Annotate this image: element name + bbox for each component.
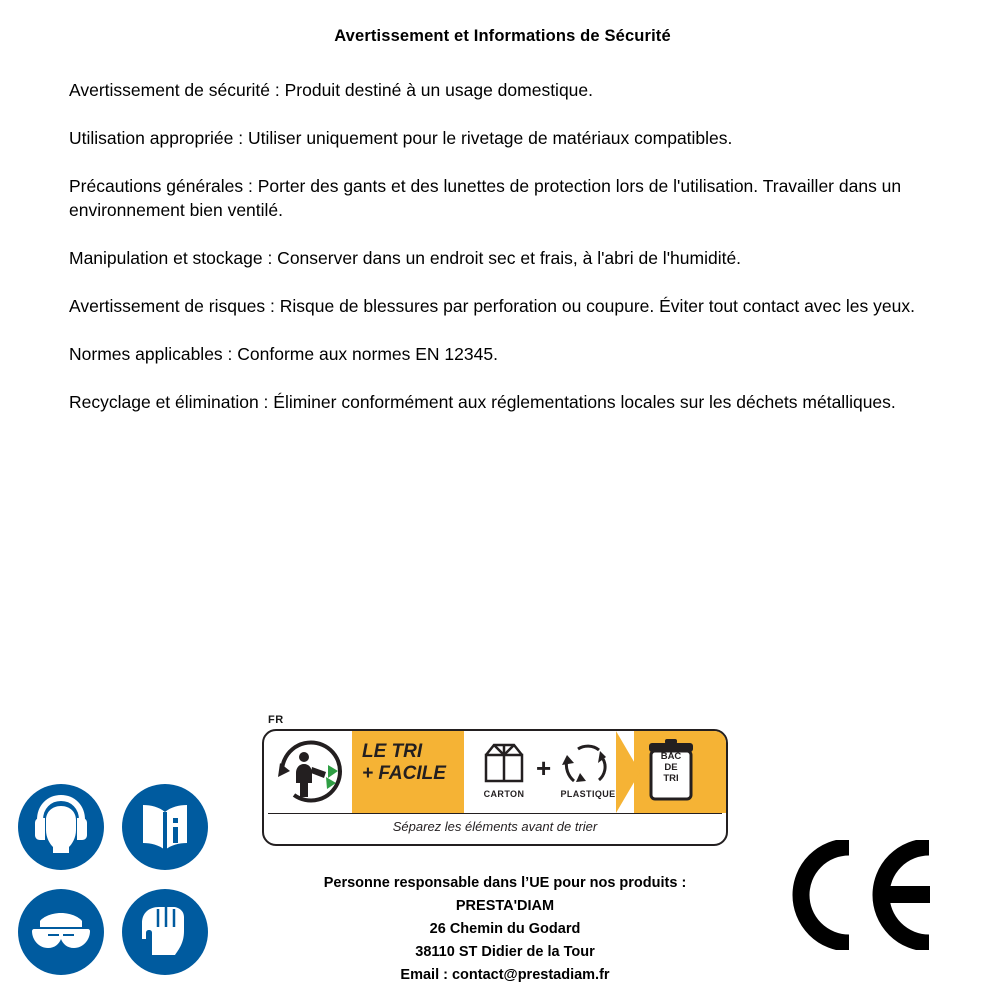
label-footer-note: Séparez les éléments avant de trier (392, 819, 598, 834)
safety-information-body (69, 78, 967, 414)
ear-protection-icon (18, 784, 104, 870)
triman-icon (274, 737, 348, 807)
paragraph-recycling-disposal: Recyclage et élimination : Éliminer conformément aux réglementations locales sur les déchets métalliques. (69, 392, 896, 412)
mandatory-action-pictograms (18, 784, 218, 978)
label-headline (362, 741, 462, 785)
eu-contact-street: 26 Chemin du Godard (429, 921, 581, 937)
paragraph-proper-use: Utilisation appropriée : Utiliser uniquement pour le rivetage de matériaux compatibles. (69, 128, 733, 148)
region-tag: FR (268, 714, 284, 726)
recycle-label-panel (262, 729, 728, 846)
carton-icon (476, 737, 532, 789)
gloves-icon (122, 889, 208, 975)
paragraph-applicable-standards: Normes applicables : Conforme aux normes EN 12345. (69, 344, 498, 364)
paragraph-risk-warning: Avertissement de risques : Risque de blessures par perforation ou coupure. Éviter tout contact avec les yeux. (69, 296, 915, 316)
bin-label-line-2: DE (664, 762, 678, 773)
bin-label-line-1: BAC (660, 751, 682, 762)
headline-line-1: LE TRI (362, 741, 423, 762)
plus-icon: + (536, 753, 552, 783)
arrow-right-icon (616, 731, 640, 813)
read-manual-icon (122, 784, 208, 870)
eu-responsible-person-block (215, 872, 795, 987)
eu-contact-company: PRESTA'DIAM (455, 898, 555, 914)
bin-label (649, 751, 693, 784)
plastic-caption: PLASTIQUE (560, 789, 616, 799)
carton-caption: CARTON (483, 789, 525, 799)
eu-contact-email: Email : contact@prestadiam.fr (400, 967, 610, 983)
label-divider (268, 813, 722, 814)
ce-marking (792, 840, 937, 950)
eu-contact-heading: Personne responsable dans l’UE pour nos produits : (323, 875, 687, 891)
paragraph-safety-warning: Avertissement de sécurité : Produit destiné à un usage domestique. (69, 80, 594, 100)
page-title: Avertissement et Informations de Sécurité (334, 27, 671, 45)
bin-label-line-3: TRI (663, 773, 679, 784)
headline-line-2: + FACILE (362, 763, 446, 784)
paragraph-handling-storage: Manipulation et stockage : Conserver dans un endroit sec et frais, à l'abri de l'humidité. (69, 248, 742, 268)
paragraph-general-precautions: Précautions générales : Porter des gants et des lunettes de protection lors de l'utilisation. Travailler dans un environnement bien ventilé. (69, 176, 902, 220)
eu-contact-city: 38110 ST Didier de la Tour (415, 944, 595, 960)
recycling-sorting-label (262, 714, 728, 846)
eye-protection-icon (18, 889, 104, 975)
plastic-icon (560, 737, 616, 789)
